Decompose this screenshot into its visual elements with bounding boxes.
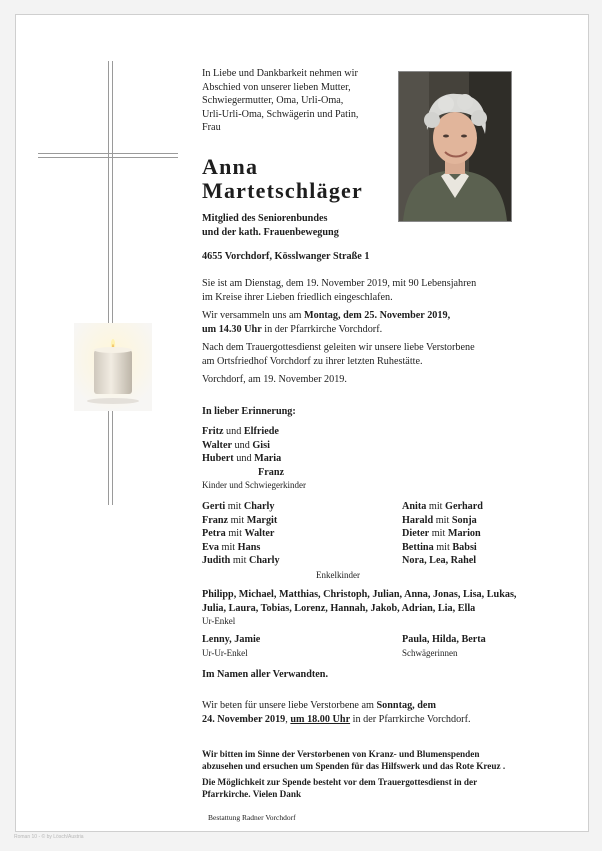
burial-line: am Ortsfriedhof Vorchdorf zu ihrer letzten Ruhestätte. xyxy=(202,355,423,367)
grandchild-row: Eva mit Hans xyxy=(202,541,261,553)
place-date: Vorchdorf, am 19. November 2019. xyxy=(202,374,347,385)
great-grandchildren xyxy=(202,588,516,629)
footer-note: Roman 10 - © by Lösch/Austria xyxy=(14,834,84,840)
children-label: Kinder und Schwiegerkinder xyxy=(202,480,306,491)
children-row: Walter und Gisi xyxy=(202,439,270,451)
intro-line: Abschied von unserer lieben Mutter, xyxy=(202,81,351,93)
membership-line: Mitglied des Seniorenbundes xyxy=(202,213,328,224)
intro-text xyxy=(202,67,358,135)
grandchildren-right xyxy=(402,500,483,568)
donation-line: abzusehen und ersuchen um Spenden für das Hilfswerk und das Rote Kreuz . xyxy=(202,761,506,772)
grandchild-row: Judith mit Charly xyxy=(202,555,280,567)
grandchild-row: Bettina mit Babsi xyxy=(402,541,477,553)
death-line: Sie ist am Dienstag, dem 19. November 2019, mit 90 Lebensjahren xyxy=(202,278,477,289)
obituary-sheet xyxy=(15,14,589,832)
death-notice xyxy=(202,277,476,304)
donation-line: Wir bitten im Sinne der Verstorbenen von Kranz- und Blumenspenden xyxy=(202,749,480,759)
intro-line: In Liebe und Dankbarkeit nehmen wir xyxy=(202,68,358,79)
burial-line: Nach dem Trauergottesdienst geleiten wir unsere liebe Verstorbene xyxy=(202,342,475,353)
funeral-date: Montag, dem 25. November 2019, xyxy=(304,310,451,321)
great-great-grandchildren xyxy=(202,633,260,660)
address: 4655 Vorchdorf, Kösslwanger Straße 1 xyxy=(202,251,370,262)
cross-vertical-bar xyxy=(108,61,113,505)
undertaker: Bestattung Radner Vorchdorf xyxy=(208,813,296,822)
sisters-in-law-names: Paula, Hilda, Berta xyxy=(402,634,486,645)
grandchild-row: Harald mit Sonja xyxy=(402,514,477,526)
children-row: Hubert und Maria xyxy=(202,453,282,465)
donation-line: Die Möglichkeit zur Spende besteht vor dem Trauergottesdienst in der xyxy=(202,776,478,787)
membership-line: und der kath. Frauenbewegung xyxy=(202,226,339,238)
great-great-names: Lenny, Jamie xyxy=(202,634,261,645)
funeral-notice xyxy=(202,309,450,336)
funeral-time: um 14.30 Uhr xyxy=(202,323,262,335)
children-row: Franz xyxy=(258,466,285,478)
donation-notice xyxy=(202,748,505,801)
children-row: Fritz und Elfriede xyxy=(202,426,279,437)
portrait-photo xyxy=(398,71,512,222)
deceased-name xyxy=(202,155,363,203)
intro-line: Frau xyxy=(202,122,221,134)
grandchildren-label: Enkelkinder xyxy=(316,570,360,580)
sisters-in-law xyxy=(402,633,486,660)
children-list xyxy=(202,425,306,493)
intro-line: Schwiegermutter, Oma, Urli-Oma, xyxy=(202,95,344,107)
grandchild-row: Petra mit Walter xyxy=(202,528,275,540)
memory-heading: In lieber Erinnerung: xyxy=(202,406,296,417)
great-great-label: Ur-Ur-Enkel xyxy=(202,647,248,658)
relatives-line: Im Namen aller Verwandten. xyxy=(202,669,329,680)
burial-notice xyxy=(202,341,475,368)
grandchild-row: Anita mit Gerhard xyxy=(402,501,483,512)
great-grandchildren-line: Julia, Laura, Tobias, Lorenz, Hannah, Jakob, Adrian, Lia, Ella xyxy=(202,602,476,614)
candle-icon xyxy=(74,323,152,411)
membership xyxy=(202,212,339,239)
funeral-text: Wir versammeln uns am xyxy=(202,310,305,321)
donation-line: Pfarrkirche. Vielen Dank xyxy=(202,789,302,800)
grandchild-row: Franz mit Margit xyxy=(202,514,278,526)
great-grandchildren-label: Ur-Enkel xyxy=(202,616,236,627)
first-name: Anna xyxy=(202,154,259,179)
death-line: im Kreise ihrer Lieben friedlich eingeschlafen. xyxy=(202,291,393,303)
portrait-image xyxy=(399,72,511,221)
intro-line: Urli-Urli-Oma, Schwägerin und Patin, xyxy=(202,108,359,120)
great-grandchildren-line: Philipp, Michael, Matthias, Christoph, Julian, Anna, Jonas, Lisa, Lukas, xyxy=(202,589,517,600)
grandchild-row: Dieter mit Marion xyxy=(402,528,481,540)
prayer-notice: Wir beten für unsere liebe Verstorbene am Sonntag, dem 24. November 2019, um 18.00 Uhr in der Pfarrkirche Vorchdorf. xyxy=(202,700,471,725)
grandchild-row: Gerti mit Charly xyxy=(202,501,275,512)
grandchildren-left xyxy=(202,500,280,568)
last-name: Martetschläger xyxy=(202,178,363,203)
sisters-in-law-label: Schwägerinnen xyxy=(402,647,458,658)
grandchild-row: Nora, Lea, Rahel xyxy=(402,555,477,567)
cross-horizontal-bar xyxy=(38,153,178,158)
funeral-place: in der Pfarrkirche Vorchdorf. xyxy=(261,323,383,335)
candle-image xyxy=(74,323,152,411)
